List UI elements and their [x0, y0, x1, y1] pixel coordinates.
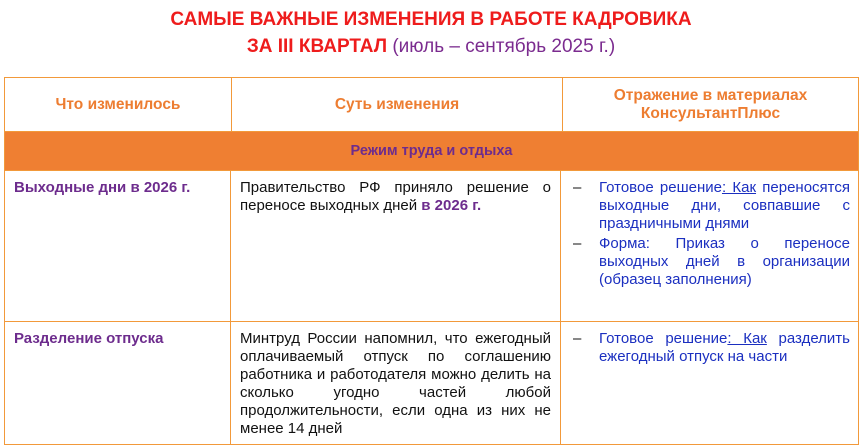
consultant-link[interactable]: Форма: Приказ о переносе выходных дней в организации (образец заполнения): [599, 235, 850, 288]
row-name: Выходные дни в 2026 г.: [5, 171, 231, 321]
consultant-link[interactable]: [599, 179, 850, 233]
row-consultant-refs: [561, 322, 858, 444]
link-prefix: Готовое решение: [599, 330, 728, 347]
table-header: [5, 78, 858, 132]
row-description-text: Правительство РФ приняло решение о переносе выходных дней: [240, 179, 551, 214]
link-anchor[interactable]: : Как: [727, 330, 767, 347]
row-description-highlight: в 2026 г.: [421, 197, 482, 214]
link-rest: разделить ежегодный отпуск на части: [599, 330, 850, 365]
row-consultant-refs: [561, 171, 858, 321]
list-dash: –: [573, 235, 582, 252]
table-row: [5, 171, 858, 322]
header-what-changed: Что изменилось: [5, 78, 232, 131]
list-item[interactable]: [569, 330, 850, 366]
link-rest: переносятся выходные дни, совпавшие с праздничными днями: [599, 179, 850, 232]
list-item[interactable]: [569, 235, 850, 289]
link-anchor[interactable]: : Как: [721, 179, 757, 196]
row-name: Разделение отпуска: [5, 322, 231, 444]
consultant-link[interactable]: [599, 330, 850, 366]
changes-table: [4, 77, 859, 445]
list-item[interactable]: [569, 179, 850, 233]
title-period: (июль – сентябрь 2025 г.): [392, 36, 616, 57]
section-work-and-rest: Режим труда и отдыха: [5, 132, 858, 171]
title-quarter: ЗА III КВАРТАЛ: [246, 36, 388, 57]
page-title-line1: САМЫЕ ВАЖНЫЕ ИЗМЕНЕНИЯ В РАБОТЕ КАДРОВИКА: [170, 9, 692, 30]
header-essence: Суть изменения: [232, 78, 563, 131]
row-description: Минтруд России напомнил, что ежегодный оплачиваемый отпуск по соглашению работника и работодателя можно делить на сколько угодно частей любой продолжительности, если одна из них не менее 14 дней: [231, 322, 561, 444]
table-row: [5, 322, 858, 444]
header-consultant: Отражение в материалах КонсультантПлюс: [613, 86, 808, 122]
list-dash: –: [573, 330, 582, 347]
link-prefix: Готовое решение: [599, 179, 722, 196]
row-description: [231, 171, 561, 321]
list-dash: –: [573, 179, 582, 196]
page-title-line2: [0, 36, 862, 58]
